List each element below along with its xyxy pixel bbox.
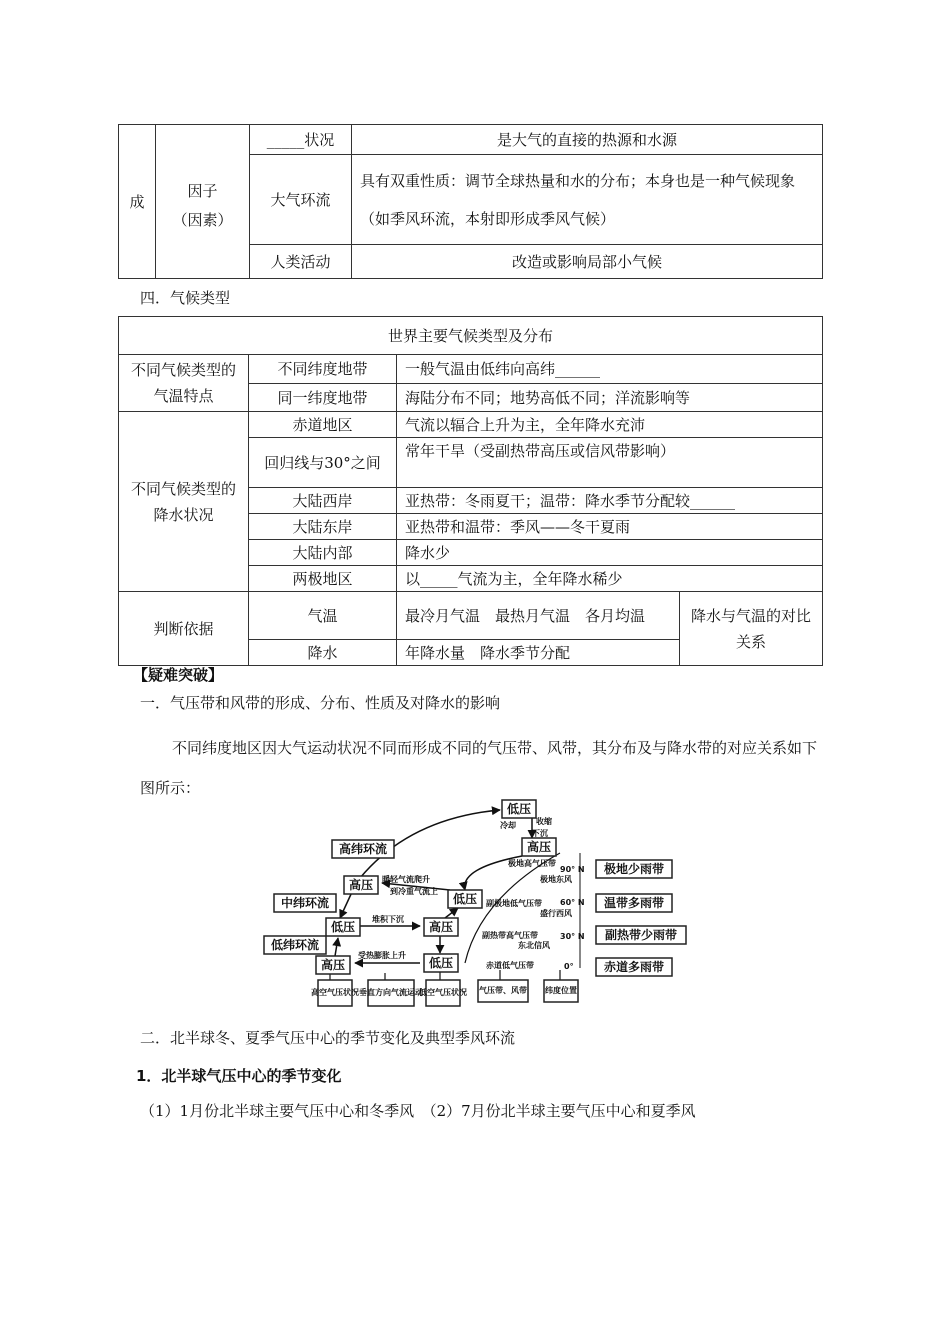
flow-label: 暖轻气流爬升 xyxy=(382,875,430,884)
rain-belt-label xyxy=(596,860,672,878)
zone-cell: 大陆东岸 xyxy=(249,514,397,540)
circulation-label xyxy=(274,894,336,912)
flow-label: 东北信风 xyxy=(518,941,550,950)
svg-text:高空气压状况: 高空气压状况 xyxy=(311,988,359,997)
svg-text:低压: 低压 xyxy=(452,892,478,906)
zone-cell: 回归线与30°之间 xyxy=(249,438,397,488)
desc-cell: 以_____气流为主，全年降水稀少 xyxy=(397,566,823,592)
svg-text:高压: 高压 xyxy=(428,920,454,934)
zone-cell: 降水 xyxy=(249,640,397,666)
arrow xyxy=(340,892,352,918)
flow-label: 冷却 xyxy=(500,821,516,830)
section-4-title: 四．气候类型 xyxy=(140,289,231,307)
svg-text:高压: 高压 xyxy=(526,840,552,854)
lat-label: 0° xyxy=(564,962,574,971)
flow-label: 到冷重气流上 xyxy=(390,887,438,896)
zone-cell: 大陆西岸 xyxy=(249,488,397,514)
factor-desc-cell: 是大气的直接的热源和水源 xyxy=(352,125,823,155)
svg-text:极地少雨带: 极地少雨带 xyxy=(603,862,665,876)
factor-desc-cell: 改造或影响局部小气候 xyxy=(352,245,823,279)
judge-right-cell: 降水与气温的对比关系 xyxy=(680,592,823,666)
rain-belt-label xyxy=(596,958,672,976)
desc-cell: 海陆分布不同；地势高低不同；洋流影响等 xyxy=(397,383,823,412)
rain-belt-label xyxy=(596,926,686,944)
svg-text:垂直方向气流运动: 垂直方向气流运动 xyxy=(359,988,423,997)
zone-cell: 大陆内部 xyxy=(249,540,397,566)
factor-name-cell: 人类活动 xyxy=(250,245,352,279)
subsection-1-title: 1．北半球气压中心的季节变化 xyxy=(136,1067,342,1085)
factor-name-cell: 大气环流 xyxy=(250,155,352,245)
desc-cell: 常年干旱（受副热带高压或信风带影响） xyxy=(397,438,823,488)
circulation-label xyxy=(332,840,394,858)
flow-label: 受热膨胀上升 xyxy=(358,951,406,960)
svg-text:高纬环流: 高纬环流 xyxy=(338,842,388,856)
flow-label: 收缩 xyxy=(536,817,552,826)
svg-text:低纬环流: 低纬环流 xyxy=(270,938,320,952)
precip-group-cell: 不同气候类型的降水状况 xyxy=(119,412,249,592)
bottom-label xyxy=(478,980,528,1002)
circulation-label xyxy=(264,936,326,954)
arrow xyxy=(335,938,338,956)
climate-factors-table xyxy=(118,124,823,279)
bottom-label xyxy=(359,980,423,1006)
zone-cell: 不同纬度地带 xyxy=(249,355,397,384)
pressure-box xyxy=(326,918,360,936)
flow-label: 极地东风 xyxy=(540,875,572,884)
svg-text:气压带、风带: 气压带、风带 xyxy=(479,986,527,995)
pressure-box xyxy=(424,918,458,936)
svg-text:纬度位置: 纬度位置 xyxy=(545,986,577,995)
flow-label: 下沉 xyxy=(532,829,548,838)
svg-text:低空气压状况: 低空气压状况 xyxy=(419,988,467,997)
pressure-box xyxy=(316,956,350,974)
section-1-title: 一．气压带和风带的形成、分布、性质及对降水的影响 xyxy=(140,694,501,712)
desc-cell: 亚热带：冬雨夏干；温带：降水季节分配较______ xyxy=(397,488,823,514)
factor-desc-cell: 具有双重性质：调节全球热量和水的分布；本身也是一种气候现象（如季风环流，本射即形成季风气候） xyxy=(352,155,823,245)
factor-category-cell: 成 xyxy=(119,125,156,279)
section-1-paragraph: 不同纬度地区因大气运动状况不同而形成不同的气压带、风带，其分布及与降水带的对应关系如下图所示： xyxy=(140,739,818,797)
rain-belt-label xyxy=(596,894,672,912)
desc-cell: 降水少 xyxy=(397,540,823,566)
flow-label: 赤道低气压带 xyxy=(486,961,534,970)
arrow xyxy=(445,908,458,918)
svg-text:高压: 高压 xyxy=(320,958,346,972)
svg-text:低压: 低压 xyxy=(330,920,356,934)
subsection-1-items: （1）1月份北半球主要气压中心和冬季风 （2）7月份北半球主要气压中心和夏季风 xyxy=(140,1102,696,1120)
svg-text:温带多雨带: 温带多雨带 xyxy=(603,896,665,910)
desc-cell: 最冷月气温 最热月气温 各月均温 xyxy=(397,592,680,640)
pressure-box xyxy=(448,890,482,908)
pressure-box xyxy=(502,800,536,818)
temp-group-cell: 不同气候类型的气温特点 xyxy=(119,355,249,412)
section-2-title: 二．北半球冬、夏季气压中心的季节变化及典型季风环流 xyxy=(140,1029,516,1047)
flow-label: 副极地低气压带 xyxy=(486,899,542,908)
factor-label-cell: 因子 （因素） xyxy=(156,125,250,279)
desc-cell: 年降水量 降水季节分配 xyxy=(397,640,680,666)
svg-text:赤道多雨带: 赤道多雨带 xyxy=(603,960,665,974)
bottom-label xyxy=(544,980,578,1002)
svg-text:高压: 高压 xyxy=(348,878,374,892)
svg-text:低压: 低压 xyxy=(428,956,454,970)
pressure-box xyxy=(344,876,378,894)
pressure-box xyxy=(424,954,458,972)
lat-label: 30° N xyxy=(560,932,585,941)
factor-name-cell: _____状况 xyxy=(250,125,352,155)
pressure-box xyxy=(522,838,556,856)
flow-label: 盛行西风 xyxy=(540,909,572,918)
flow-label: 副热带高气压带 xyxy=(482,931,538,940)
desc-cell: 一般气温由低纬向高纬______ xyxy=(397,355,823,384)
svg-text:副热带少雨带: 副热带少雨带 xyxy=(604,928,678,942)
difficulty-title: 【疑难突破】 xyxy=(133,666,224,684)
zone-cell: 同一纬度地带 xyxy=(249,383,397,412)
zone-cell: 两极地区 xyxy=(249,566,397,592)
table-title: 世界主要气候类型及分布 xyxy=(119,317,823,355)
zone-cell: 赤道地区 xyxy=(249,412,397,438)
zone-cell: 气温 xyxy=(249,592,397,640)
svg-text:低压: 低压 xyxy=(506,802,532,816)
pressure-belt-diagram xyxy=(260,798,700,1008)
bottom-label xyxy=(311,980,359,1006)
climate-types-table xyxy=(118,316,823,666)
lat-label: 90° N xyxy=(560,865,585,874)
lat-label: 60° N xyxy=(560,898,585,907)
desc-cell: 气流以辐合上升为主，全年降水充沛 xyxy=(397,412,823,438)
flow-label: 极地高气压带 xyxy=(508,859,556,868)
desc-cell: 亚热带和温带：季风——冬干夏雨 xyxy=(397,514,823,540)
flow-label: 堆积下沉 xyxy=(372,915,404,924)
bottom-label xyxy=(418,980,467,1006)
svg-text:中纬环流: 中纬环流 xyxy=(280,896,330,910)
judge-group-cell: 判断依据 xyxy=(119,592,249,666)
